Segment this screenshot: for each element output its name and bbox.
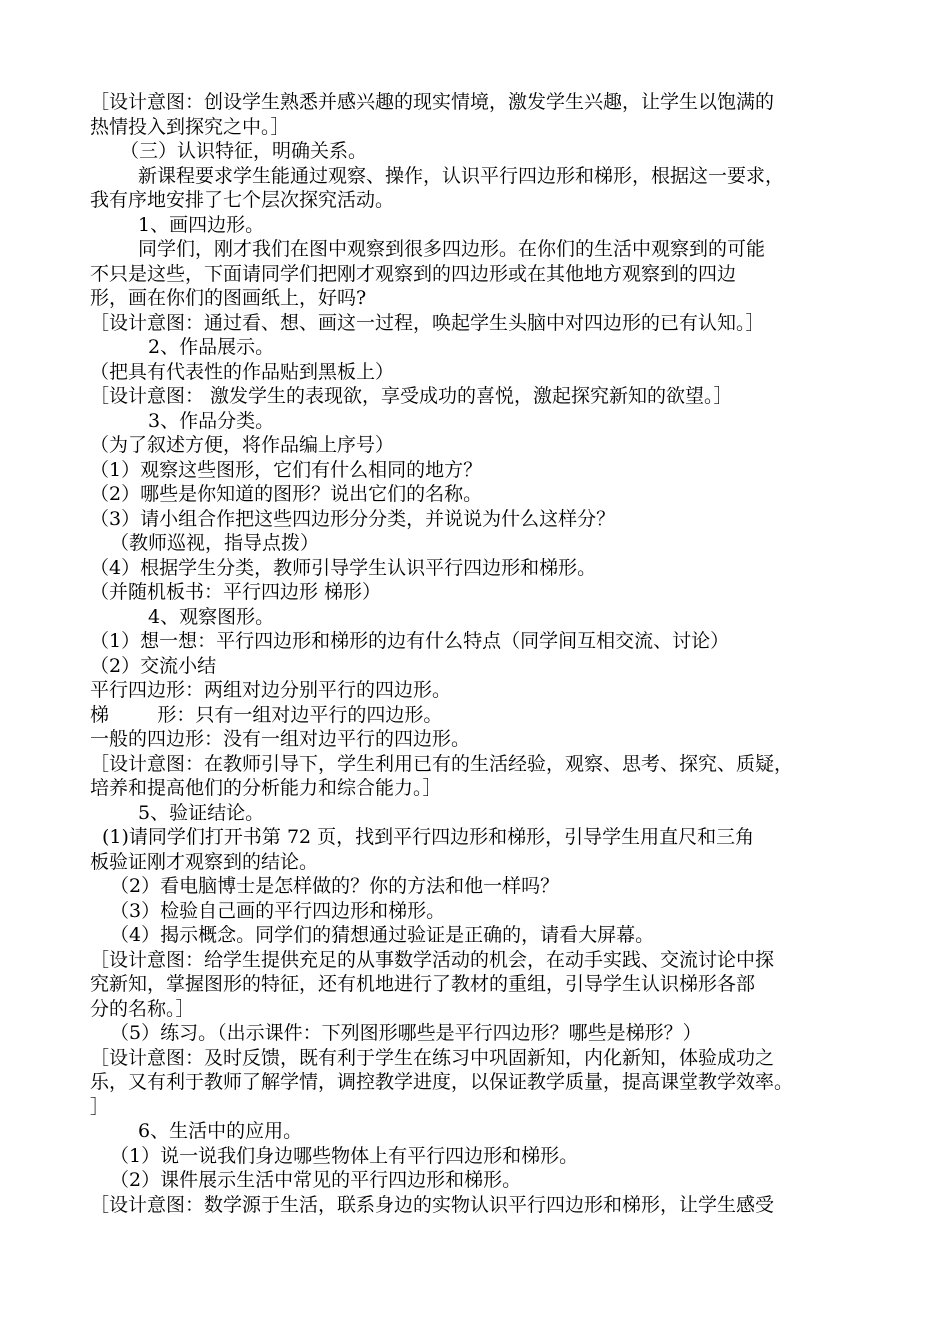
text-line: （4）根据学生分类，教师引导学生认识平行四边形和梯形。: [90, 556, 597, 579]
text-line: ］: [90, 1095, 110, 1118]
text-line: （1）观察这些图形，它们有什么相同的地方？: [90, 458, 483, 481]
step-heading: 4、观察图形。: [148, 605, 275, 628]
text-line: （2）交流小结: [90, 654, 217, 677]
step-heading: 1、画四边形。: [138, 213, 265, 236]
text-line: 分的名称。］: [90, 997, 195, 1020]
text-line: （教师巡视，指导点拨）: [110, 532, 320, 554]
section-heading: （三）认识特征，明确关系。: [120, 140, 368, 162]
step-heading: 3、作品分类。: [148, 409, 275, 432]
text-line: ［设计意图：给学生提供充足的从事数学活动的机会，在动手实践、交流讨论中探: [90, 948, 775, 971]
text-line: （3）检验自己画的平行四边形和梯形。: [110, 899, 446, 922]
text-line: （4）揭示概念。同学们的猜想通过验证是正确的，请看大屏幕。: [110, 924, 655, 946]
text-line: （1）想一想：平行四边形和梯形的边有什么特点（同学间互相交流、讨论）: [90, 630, 730, 652]
definition-trapezoid: 梯 形：只有一组对边平行的四边形。: [90, 703, 443, 726]
text-line: （3）请小组合作把这些四边形分分类，并说说为什么这样分？: [90, 507, 616, 530]
text-line: （并随机板书：平行四边形 梯形）: [90, 581, 382, 603]
text-line: （2）课件展示生活中常见的平行四边形和梯形。: [110, 1169, 522, 1191]
text-line: (1)请同学们打开书第 72 页，找到平行四边形和梯形，引导学生用直尺和三角: [102, 826, 755, 848]
text-line: 新课程要求学生能通过观察、操作，认识平行四边形和梯形，根据这一要求，: [138, 164, 785, 187]
text-line: 板验证刚才观察到的结论。: [90, 850, 319, 873]
text-line: 我有序地安排了七个层次探究活动。: [90, 189, 395, 211]
text-line: （5）练习。（出示课件：下列图形哪些是平行四边形？哪些是梯形？）: [110, 1022, 702, 1044]
text-line: 不只是这些，下面请同学们把刚才观察到的四边形或在其他地方观察到的四边: [90, 262, 737, 285]
text-line: 乐，又有利于教师了解学情，调控教学进度，以保证教学质量，提高课堂教学效率。: [90, 1071, 794, 1093]
definition-parallelogram: 平行四边形：两组对边分别平行的四边形。: [90, 679, 452, 701]
text-line: ［设计意图：及时反馈，既有利于学生在练习中巩固新知，内化新知，体验成功之: [90, 1046, 775, 1069]
text-line: 同学们，刚才我们在图中观察到很多四边形。在你们的生活中观察到的可能: [138, 238, 766, 260]
step-heading: 5、验证结论。: [138, 801, 265, 824]
text-line: 热情投入到探究之中。］: [90, 115, 290, 138]
step-heading: 6、生活中的应用。: [138, 1120, 303, 1142]
text-line: （把具有代表性的作品贴到黑板上）: [90, 360, 395, 383]
text-line: 究新知，掌握图形的特征，还有机地进行了教材的重组，引导学生认识梯形各部: [90, 973, 756, 995]
text-line: （2）哪些是你知道的图形？说出它们的名称。: [90, 483, 483, 505]
text-line: ［设计意图：在教师引导下，学生利用已有的生活经验，观察、思考、探究、质疑，: [90, 752, 794, 775]
document-page: [90, 90, 870, 1217]
text-line: （2）看电脑博士是怎样做的？你的方法和他一样吗？: [110, 875, 560, 897]
text-line: ［设计意图： 激发学生的表现欲，享受成功的喜悦，激起探究新知的欲望。］: [90, 385, 733, 407]
text-line: ［设计意图：数学源于生活，联系身边的实物认识平行四边形和梯形，让学生感受: [90, 1193, 775, 1216]
text-line: 形，画在你们的图画纸上，好吗?: [90, 287, 367, 309]
text-line: ［设计意图：创设学生熟悉并感兴趣的现实情境，激发学生兴趣，让学生以饱满的: [90, 91, 775, 113]
step-heading: 2、作品展示。: [148, 336, 275, 358]
definition-quadrilateral: 一般的四边形：没有一组对边平行的四边形。: [90, 728, 471, 750]
text-line: （为了叙述方便，将作品编上序号）: [90, 434, 395, 456]
text-line: 培养和提高他们的分析能力和综合能力。］: [90, 777, 442, 799]
text-line: ［设计意图：通过看、想、画这一过程，唤起学生头脑中对四边形的已有认知。］: [90, 311, 765, 334]
text-line: （1）说一说我们身边哪些物体上有平行四边形和梯形。: [110, 1144, 579, 1167]
